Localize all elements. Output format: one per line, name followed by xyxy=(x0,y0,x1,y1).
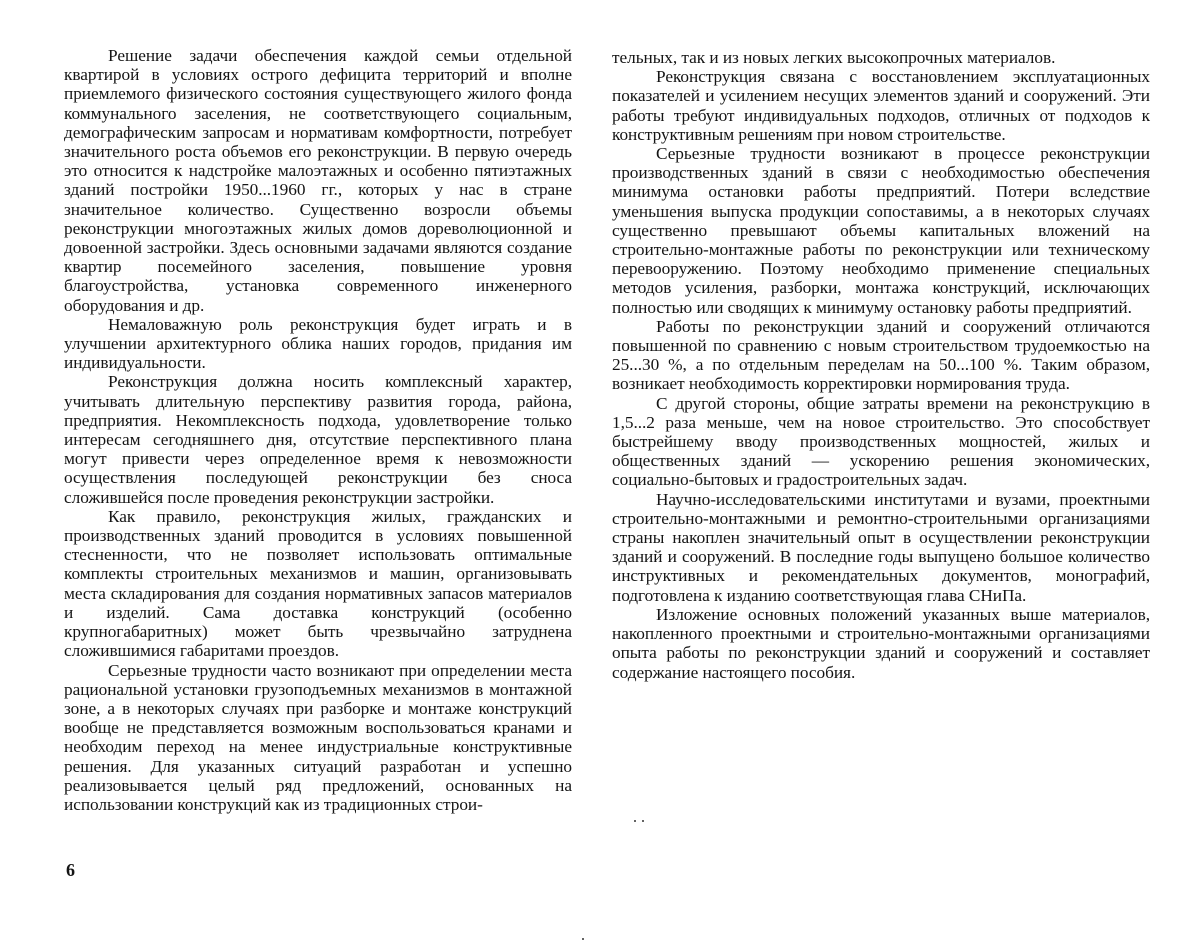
paragraph: Серьезные трудности возникают в процессе реконструкции производственных зданий в связи с необходимостью обеспечения минимума остановки работы предприятий. Потери вследствие уменьшения выпуска продукции сопоставимы, а в некоторых случаях существенно превышают объемы капитальных вложений на строительно-монтажные работы по реконструкции или техническому перевооружению. Поэтому необходимо применение специальных методов усиления, разборки, монтажа конструкций, исключающих полностью или сводящих к минимуму остановку работы предприятий. xyxy=(612,144,1150,317)
scan-speck xyxy=(642,820,644,822)
right-page xyxy=(612,48,1150,682)
paragraph: Работы по реконструкции зданий и сооружений отличаются повышенной по сравнению с новым строительством трудоемкостью на 25...30 %, а по отдельным переделам на 50...100 %. Таким образом, возникает необходимость корректировки нормирования труда. xyxy=(612,316,1150,394)
paragraph: Как правило, реконструкция жилых, гражданских и производственных зданий проводится в условиях повышенной стесненности, что не позволяет использовать оптимальные комплекты строительных механизмов и машин, организовывать места складирования для создания нормативных запасов материалов и изделий. Сама доставка конструкций (особенно крупногабаритных) может быть чрезвычайно затруднена сложившимися габаритами проездов. xyxy=(64,506,572,661)
paragraph: Серьезные трудности часто возникают при определении места рациональной установки грузоподъемных механизмов в монтажной зоне, а в некоторых случаях при разборке и монтаже конструкций вообще не представляется возможным воспользоваться кранами и необходим переход на менее индустриальные конструктивные решения. Для указанных ситуаций разработан и успешно реализовывается целый ряд предложений, основанных на использовании конструкций как из традиционных строи- xyxy=(64,660,572,814)
right-page-text xyxy=(612,48,1150,682)
paragraph: С другой стороны, общие затраты времени на реконструкцию в 1,5...2 раза меньше, чем на новое строительство. Это способствует быстрейшему вводу производственных мощностей, жилых и общественных зданий — ускорению решения экономических, социально-бытовых и градостроительных задач. xyxy=(612,393,1150,490)
left-page xyxy=(64,46,572,814)
paragraph: Немаловажную роль реконструкция будет играть и в улучшении архитектурного облика наших городов, придания им индивидуальности. xyxy=(64,314,572,373)
left-page-text xyxy=(64,46,572,814)
paragraph: Научно-исследовательскими институтами и вузами, проектными строительно-монтажными и ремонтно-строительными организациями страны накоплен значительный опыт в осуществлении реконструкции зданий и сооружений. В последние годы выпущено большое количество инструктивных и рекомендательных документов, монографий, подготовлена к изданию соответствующая глава СНиПа. xyxy=(612,489,1150,605)
paragraph: Реконструкция связана с восстановлением эксплуатационных показателей и усилением несущих элементов зданий и сооружений. Эти работы требуют индивидуальных подходов, отличных от подходов к конструктивным решениям при новом строительстве. xyxy=(612,67,1150,144)
scan-speck xyxy=(582,938,584,940)
paragraph-continuation: тельных, так и из новых легких высокопрочных материалов. xyxy=(612,48,1056,67)
paragraph: Изложение основных положений указанных выше материалов, накопленного проектными и строительно-монтажными организациями опыта работы по реконструкции зданий и сооружений и составляет содержание настоящего пособия. xyxy=(612,604,1150,682)
paragraph: Решение задачи обеспечения каждой семьи отдельной квартирой в условиях острого дефицита территорий и вполне приемлемого физического состояния существующего жилого фонда коммунального заселения, не соответствующего социальным, демографическим запросам и нормативам комфортности, потребует значительного роста объемов его реконструкции. В первую очередь это относится к надстройке малоэтажных и особенно пятиэтажных зданий постройки 1950...1960 гг., которых у нас в стране значительное количество. Существенно возросли объемы реконструкции многоэтажных жилых домов дореволюционной и довоенной застройки. Здесь основными задачами являются создание квартир посемейного заселения, повышение уровня благоустройства, установка современного инженерного оборудования и др. xyxy=(64,46,572,315)
page-number: 6 xyxy=(66,860,75,880)
paragraph: Реконструкция должна носить комплексный характер, учитывать длительную перспективу развития города, района, предприятия. Некомплексность подхода, удовлетворение только интересам сегодняшнего дня, отсутствие перспективного плана могут привести через определенное время к невозможности осуществления последующей реконструкции без сноса сложившейся после проведения реконструкции застройки. xyxy=(64,372,572,507)
scan-speck xyxy=(634,820,636,822)
